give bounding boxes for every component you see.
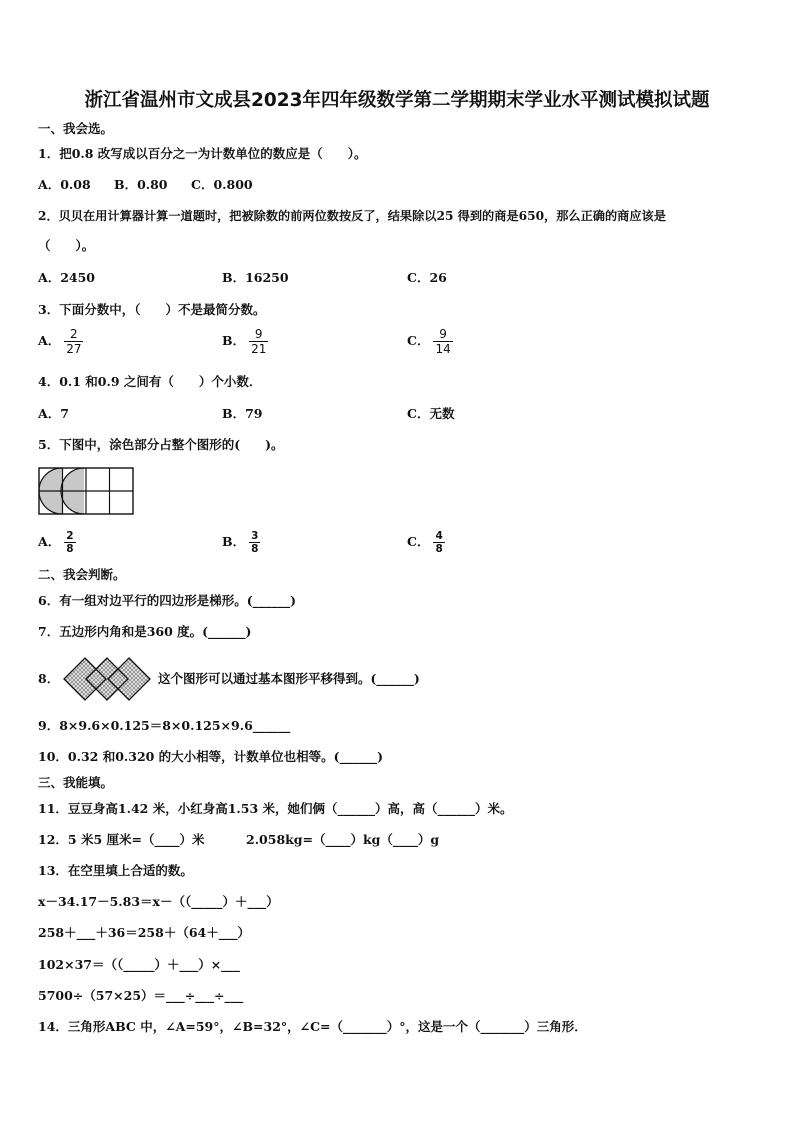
question-7: 7．五边形内角和是360 度。(______) bbox=[38, 624, 252, 639]
section-heading-2: 二、我会判断。 bbox=[38, 567, 126, 582]
question-9: 9．8×9.6×0.125＝8×0.125×9.6______ bbox=[38, 718, 291, 733]
q4-option-c: C．无数 bbox=[407, 406, 455, 421]
question-13-item-2: 258＋___＋36＝258＋（64＋___） bbox=[38, 925, 250, 940]
question-13-item-3: 102×37＝（（_____）＋___）×___ bbox=[38, 957, 240, 972]
fraction bbox=[249, 327, 268, 356]
page-title: 浙江省温州市文成县2023年四年级数学第二学期期末学业水平测试模拟试题 bbox=[84, 90, 710, 111]
question-4: 4．0.1 和0.9 之间有（ ）个小数． bbox=[38, 374, 262, 389]
q5-option-a bbox=[38, 530, 76, 555]
q5-option-c bbox=[407, 530, 445, 555]
fraction bbox=[64, 530, 75, 555]
question-13: 13．在空里填上合适的数。 bbox=[38, 863, 193, 878]
question-5: 5．下图中，涂色部分占整个图形的( )。 bbox=[38, 437, 284, 452]
numerator: 9 bbox=[254, 327, 263, 341]
numerator: 9 bbox=[439, 327, 447, 341]
q1-option-c: C．0.800 bbox=[191, 177, 253, 192]
question-14: 14．三角形ABC 中，∠A=59°，∠B=32°，∠C=（_______）°，这是一个（_______）三角形． bbox=[38, 1019, 587, 1034]
question-8-number: 8． bbox=[38, 671, 60, 686]
question-3: 3．下面分数中，（ ）不是最简分数。 bbox=[38, 302, 266, 317]
numerator: 4 bbox=[435, 530, 443, 542]
question-13-item-4: 5700÷（57×25）＝___÷___÷___ bbox=[38, 988, 244, 1003]
question-8: 这个图形可以通过基本图形平移得到。(______) bbox=[158, 671, 420, 686]
q5-option-b bbox=[222, 530, 260, 555]
question-2-line2: （ ）。 bbox=[38, 238, 95, 253]
q3-option-b bbox=[222, 327, 268, 356]
question-1: 1．把0.8 改写成以百分之一为计数单位的数应是（ ）。 bbox=[38, 146, 367, 161]
q5-option-b-label: B． bbox=[222, 534, 246, 549]
diamond-pattern-figure bbox=[62, 656, 156, 702]
denominator: 21 bbox=[251, 342, 267, 356]
q1-option-b: B．0.80 bbox=[114, 177, 168, 192]
fraction bbox=[433, 530, 444, 555]
q3-option-c-label: C． bbox=[407, 333, 430, 348]
question-10: 10．0.32 和0.320 的大小相等，计数单位也相等。(______) bbox=[38, 749, 384, 764]
q2-option-c: C．26 bbox=[407, 270, 447, 285]
q4-option-a: A．7 bbox=[38, 406, 69, 421]
q2-option-b: B．16250 bbox=[222, 270, 289, 285]
q4-option-b: B．79 bbox=[222, 406, 263, 421]
q3-option-c bbox=[407, 327, 453, 356]
section-heading-1: 一、我会选。 bbox=[38, 121, 114, 136]
numerator: 3 bbox=[251, 530, 259, 542]
numerator: 2 bbox=[70, 327, 78, 341]
denominator: 27 bbox=[66, 342, 82, 356]
fraction bbox=[433, 327, 452, 356]
fraction bbox=[64, 327, 83, 356]
question-12-part-a: 12．5 米5 厘米=（____）米 bbox=[38, 832, 205, 847]
q2-option-a: A．2450 bbox=[38, 270, 95, 285]
denominator: 8 bbox=[251, 543, 259, 555]
q3-option-a bbox=[38, 327, 83, 356]
question-11: 11．豆豆身高1.42 米，小红身高1.53 米，她们俩（______）高，高（______）米。 bbox=[38, 801, 513, 816]
denominator: 8 bbox=[435, 543, 443, 555]
q3-option-b-label: B． bbox=[222, 333, 246, 348]
numerator: 2 bbox=[66, 530, 74, 542]
question-12-part-b: 2.058kg=（____）kg（____）g bbox=[246, 832, 440, 847]
section-heading-3: 三、我能填。 bbox=[38, 775, 114, 790]
question-13-item-1: x－34.17－5.83＝x－（（_____）＋___） bbox=[38, 894, 279, 909]
q5-option-a-label: A． bbox=[38, 534, 61, 549]
question-2-line1: 2．贝贝在用计算器计算一道题时，把被除数的前两位数按反了，结果除以25 得到的商是650，那么正确的商应该是 bbox=[38, 209, 666, 223]
q5-option-c-label: C． bbox=[407, 534, 430, 549]
shaded-grid-figure bbox=[38, 467, 134, 515]
question-6: 6．有一组对边平行的四边形是梯形。(______) bbox=[38, 593, 297, 608]
q1-option-a: A．0.08 bbox=[38, 177, 91, 192]
diamond-3 bbox=[108, 658, 150, 700]
fraction bbox=[249, 530, 260, 555]
denominator: 14 bbox=[435, 342, 451, 356]
denominator: 8 bbox=[66, 543, 74, 555]
q3-option-a-label: A． bbox=[38, 333, 61, 348]
